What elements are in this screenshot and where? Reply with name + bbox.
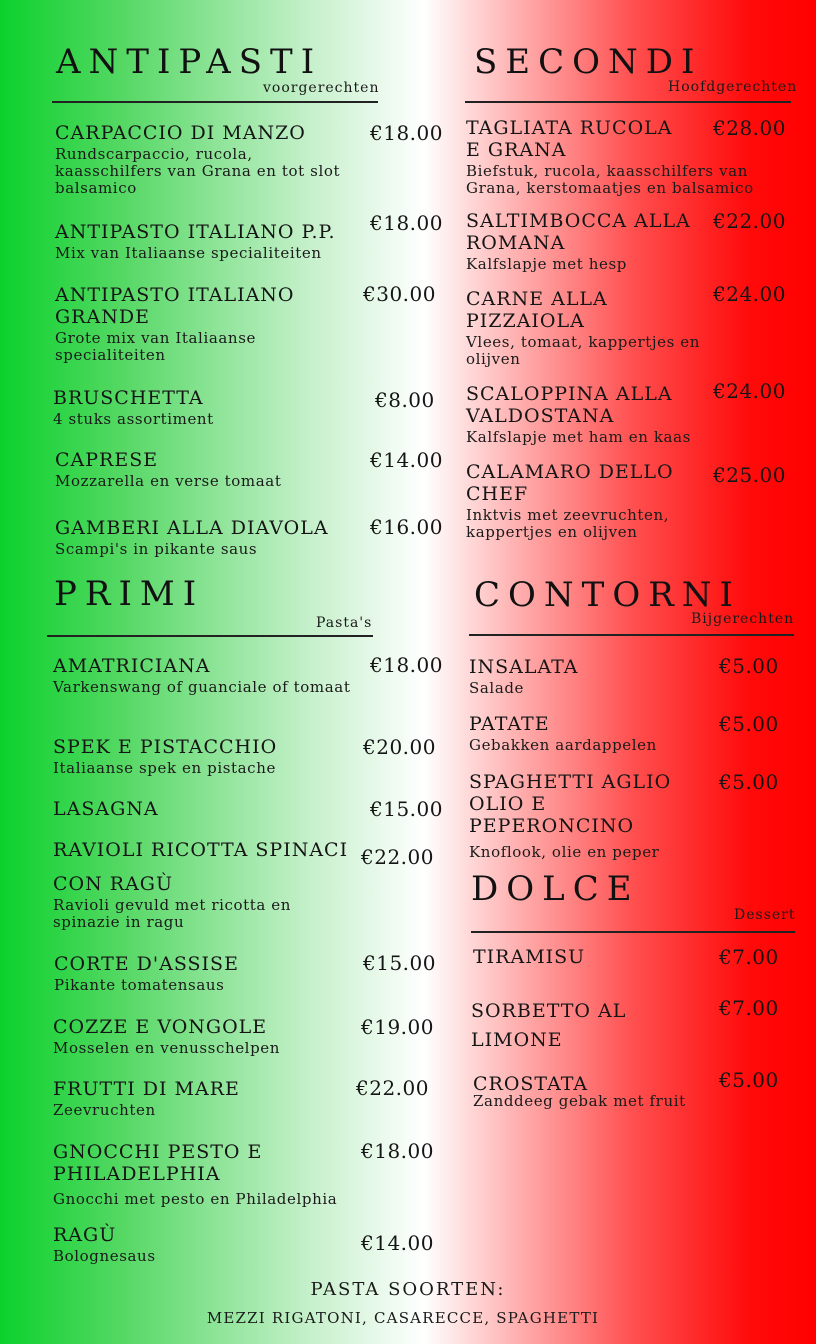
- dolce-subtitle: Dessert: [734, 907, 796, 923]
- menu-item: [471, 997, 661, 1055]
- item-description: Salade: [469, 679, 525, 697]
- menu-item: [466, 383, 736, 446]
- item-name: INSALATA: [469, 656, 579, 678]
- item-price: €22.00: [356, 1076, 429, 1100]
- item-name: CALAMARO DELLO CHEF: [466, 461, 674, 505]
- antipasti-divider: [52, 101, 378, 103]
- item-name: TIRAMISU: [473, 946, 586, 968]
- item-description: Mozzarella en verse tomaat: [55, 472, 282, 490]
- item-name: FRUTTI DI MARE: [53, 1078, 240, 1100]
- item-name: ANTIPASTO ITALIANO P.P.: [55, 221, 336, 243]
- menu-item: [55, 221, 365, 262]
- item-price: €19.00: [361, 1015, 434, 1039]
- contorni-subtitle: Bijgerechten: [691, 611, 795, 627]
- menu-item: [53, 1078, 353, 1119]
- item-price: €22.00: [361, 845, 434, 869]
- menu-item: [53, 387, 353, 428]
- item-name: CORTE D'ASSISE: [54, 953, 239, 975]
- item-description: Gnocchi met pesto en Philadelphia: [53, 1190, 338, 1208]
- item-price: €5.00: [719, 1068, 779, 1092]
- menu-item: [53, 655, 353, 696]
- menu-item: [466, 288, 701, 368]
- item-price: €22.00: [713, 209, 786, 233]
- item-name: CAPRESE: [55, 449, 159, 471]
- item-description: Biefstuk, rucola, kaasschilfers van Grana, kerstomaatjes en balsamico: [466, 162, 754, 197]
- menu-item: [473, 1073, 713, 1110]
- primi-subtitle: Pasta's: [316, 615, 373, 631]
- primi-title: PRIMI: [54, 574, 205, 614]
- item-name: SORBETTO AL LIMONE: [471, 1000, 627, 1051]
- item-price: €20.00: [363, 735, 436, 759]
- item-name: CARNE ALLA PIZZAIOLA: [466, 288, 608, 332]
- item-price: €8.00: [375, 388, 435, 412]
- menu-item: [53, 1224, 353, 1265]
- item-price: €7.00: [719, 945, 779, 969]
- item-price: €30.00: [363, 282, 436, 306]
- item-price: €18.00: [361, 1139, 434, 1163]
- antipasti-subtitle: voorgerechten: [263, 80, 380, 96]
- item-name: CARPACCIO DI MANZO: [55, 122, 306, 144]
- item-description: Zanddeeg gebak met fruit: [473, 1092, 686, 1110]
- item-name: CROSTATA: [473, 1073, 589, 1095]
- menu-item: [473, 946, 713, 968]
- item-description: 4 stuks assortiment: [53, 410, 214, 428]
- menu-item: [466, 461, 701, 541]
- item-description: Gebakken aardappelen: [469, 736, 657, 754]
- secondi-subtitle: Hoofdgerechten: [668, 79, 798, 95]
- menu-item: [55, 449, 355, 490]
- item-name: GAMBERI ALLA DIAVOLA: [55, 517, 329, 539]
- item-name: ANTIPASTO ITALIANO GRANDE: [55, 284, 295, 328]
- menu-item: [469, 771, 714, 861]
- menu-item: [53, 798, 353, 820]
- item-name: RAGÙ: [53, 1224, 117, 1246]
- menu-item: [53, 736, 353, 777]
- menu-item: [53, 1016, 353, 1057]
- item-description: Scampi's in pikante saus: [55, 540, 258, 558]
- dolce-title: DOLCE: [471, 869, 640, 909]
- item-description: Mix van Italiaanse specialiteiten: [55, 244, 322, 262]
- item-name: BRUSCHETTA: [53, 387, 204, 409]
- menu-item: [55, 122, 355, 197]
- menu-item: [53, 1141, 373, 1208]
- item-price: €16.00: [370, 515, 443, 539]
- antipasti-title: ANTIPASTI: [56, 42, 323, 82]
- item-name: TAGLIATA RUCOLA E GRANA: [466, 117, 673, 161]
- item-name: CON RAGÙ: [53, 873, 173, 895]
- item-price: €24.00: [713, 282, 786, 306]
- item-price: €28.00: [713, 116, 786, 140]
- menu-item: [55, 284, 315, 364]
- item-name: COZZE E VONGOLE: [53, 1016, 268, 1038]
- item-description: Pikante tomatensaus: [54, 976, 225, 994]
- item-name: SCALOPPINA ALLA VALDOSTANA: [466, 383, 673, 427]
- item-name: RAVIOLI RICOTTA SPINACI: [53, 839, 349, 861]
- item-price: €15.00: [363, 951, 436, 975]
- item-price: €14.00: [370, 448, 443, 472]
- item-name: SALTIMBOCCA ALLA ROMANA: [466, 210, 691, 254]
- item-price: €18.00: [370, 121, 443, 145]
- item-description: Zeevruchten: [53, 1101, 156, 1119]
- item-description: Varkenswang of guanciale of tomaat: [53, 678, 351, 696]
- item-price: €24.00: [713, 379, 786, 403]
- item-description: Mosselen en venusschelpen: [53, 1039, 281, 1057]
- item-price: €18.00: [370, 653, 443, 677]
- item-name: GNOCCHI PESTO E PHILADELPHIA: [53, 1141, 263, 1185]
- item-name: PATATE: [469, 713, 550, 735]
- item-description: Ravioli gevuld met ricotta en spinazie in ragu: [53, 896, 292, 931]
- item-name: SPEK E PISTACCHIO: [53, 736, 278, 758]
- secondi-title: SECONDI: [474, 42, 703, 82]
- item-price: €5.00: [719, 712, 779, 736]
- item-name: SPAGHETTI AGLIO OLIO E PEPERONCINO: [469, 771, 672, 837]
- item-description: Knoflook, olie en peper: [469, 843, 660, 861]
- item-description: Vlees, tomaat, kappertjes en olijven: [466, 333, 700, 368]
- item-price: €18.00: [370, 211, 443, 235]
- item-name: AMATRICIANA: [53, 655, 211, 677]
- menu-item: [53, 873, 343, 931]
- item-price: €7.00: [719, 996, 779, 1020]
- menu-item: [53, 839, 363, 861]
- secondi-divider: [465, 101, 791, 103]
- item-description: Grote mix van Italiaanse specialiteiten: [55, 329, 256, 364]
- dolce-divider: [471, 931, 795, 933]
- item-price: €14.00: [361, 1231, 434, 1255]
- pasta-types-heading: PASTA SOORTEN:: [310, 1279, 506, 1300]
- item-description: Inktvis met zeevruchten, kappertjes en olijven: [466, 506, 670, 541]
- item-description: Kalfslapje met ham en kaas: [466, 428, 691, 446]
- primi-divider: [47, 635, 373, 637]
- menu-item: [466, 210, 701, 273]
- item-description: Rundscarpaccio, rucola, kaasschilfers van Grana en tot slot balsamico: [55, 145, 341, 197]
- pasta-types-list: MEZZI RIGATONI, CASARECCE, SPAGHETTI: [206, 1309, 600, 1327]
- menu-item: [469, 656, 709, 697]
- item-price: €25.00: [713, 463, 786, 487]
- menu-item: [55, 517, 365, 558]
- item-description: Italiaanse spek en pistache: [53, 759, 276, 777]
- contorni-divider: [469, 634, 794, 636]
- item-price: €5.00: [719, 770, 779, 794]
- item-price: €5.00: [719, 654, 779, 678]
- item-description: Bolognesaus: [53, 1247, 156, 1265]
- contorni-title: CONTORNI: [474, 575, 741, 615]
- item-description: Kalfslapje met hesp: [466, 255, 627, 273]
- menu-item: [469, 713, 709, 754]
- item-price: €15.00: [370, 797, 443, 821]
- item-name: LASAGNA: [53, 798, 159, 820]
- menu-item: [54, 953, 354, 994]
